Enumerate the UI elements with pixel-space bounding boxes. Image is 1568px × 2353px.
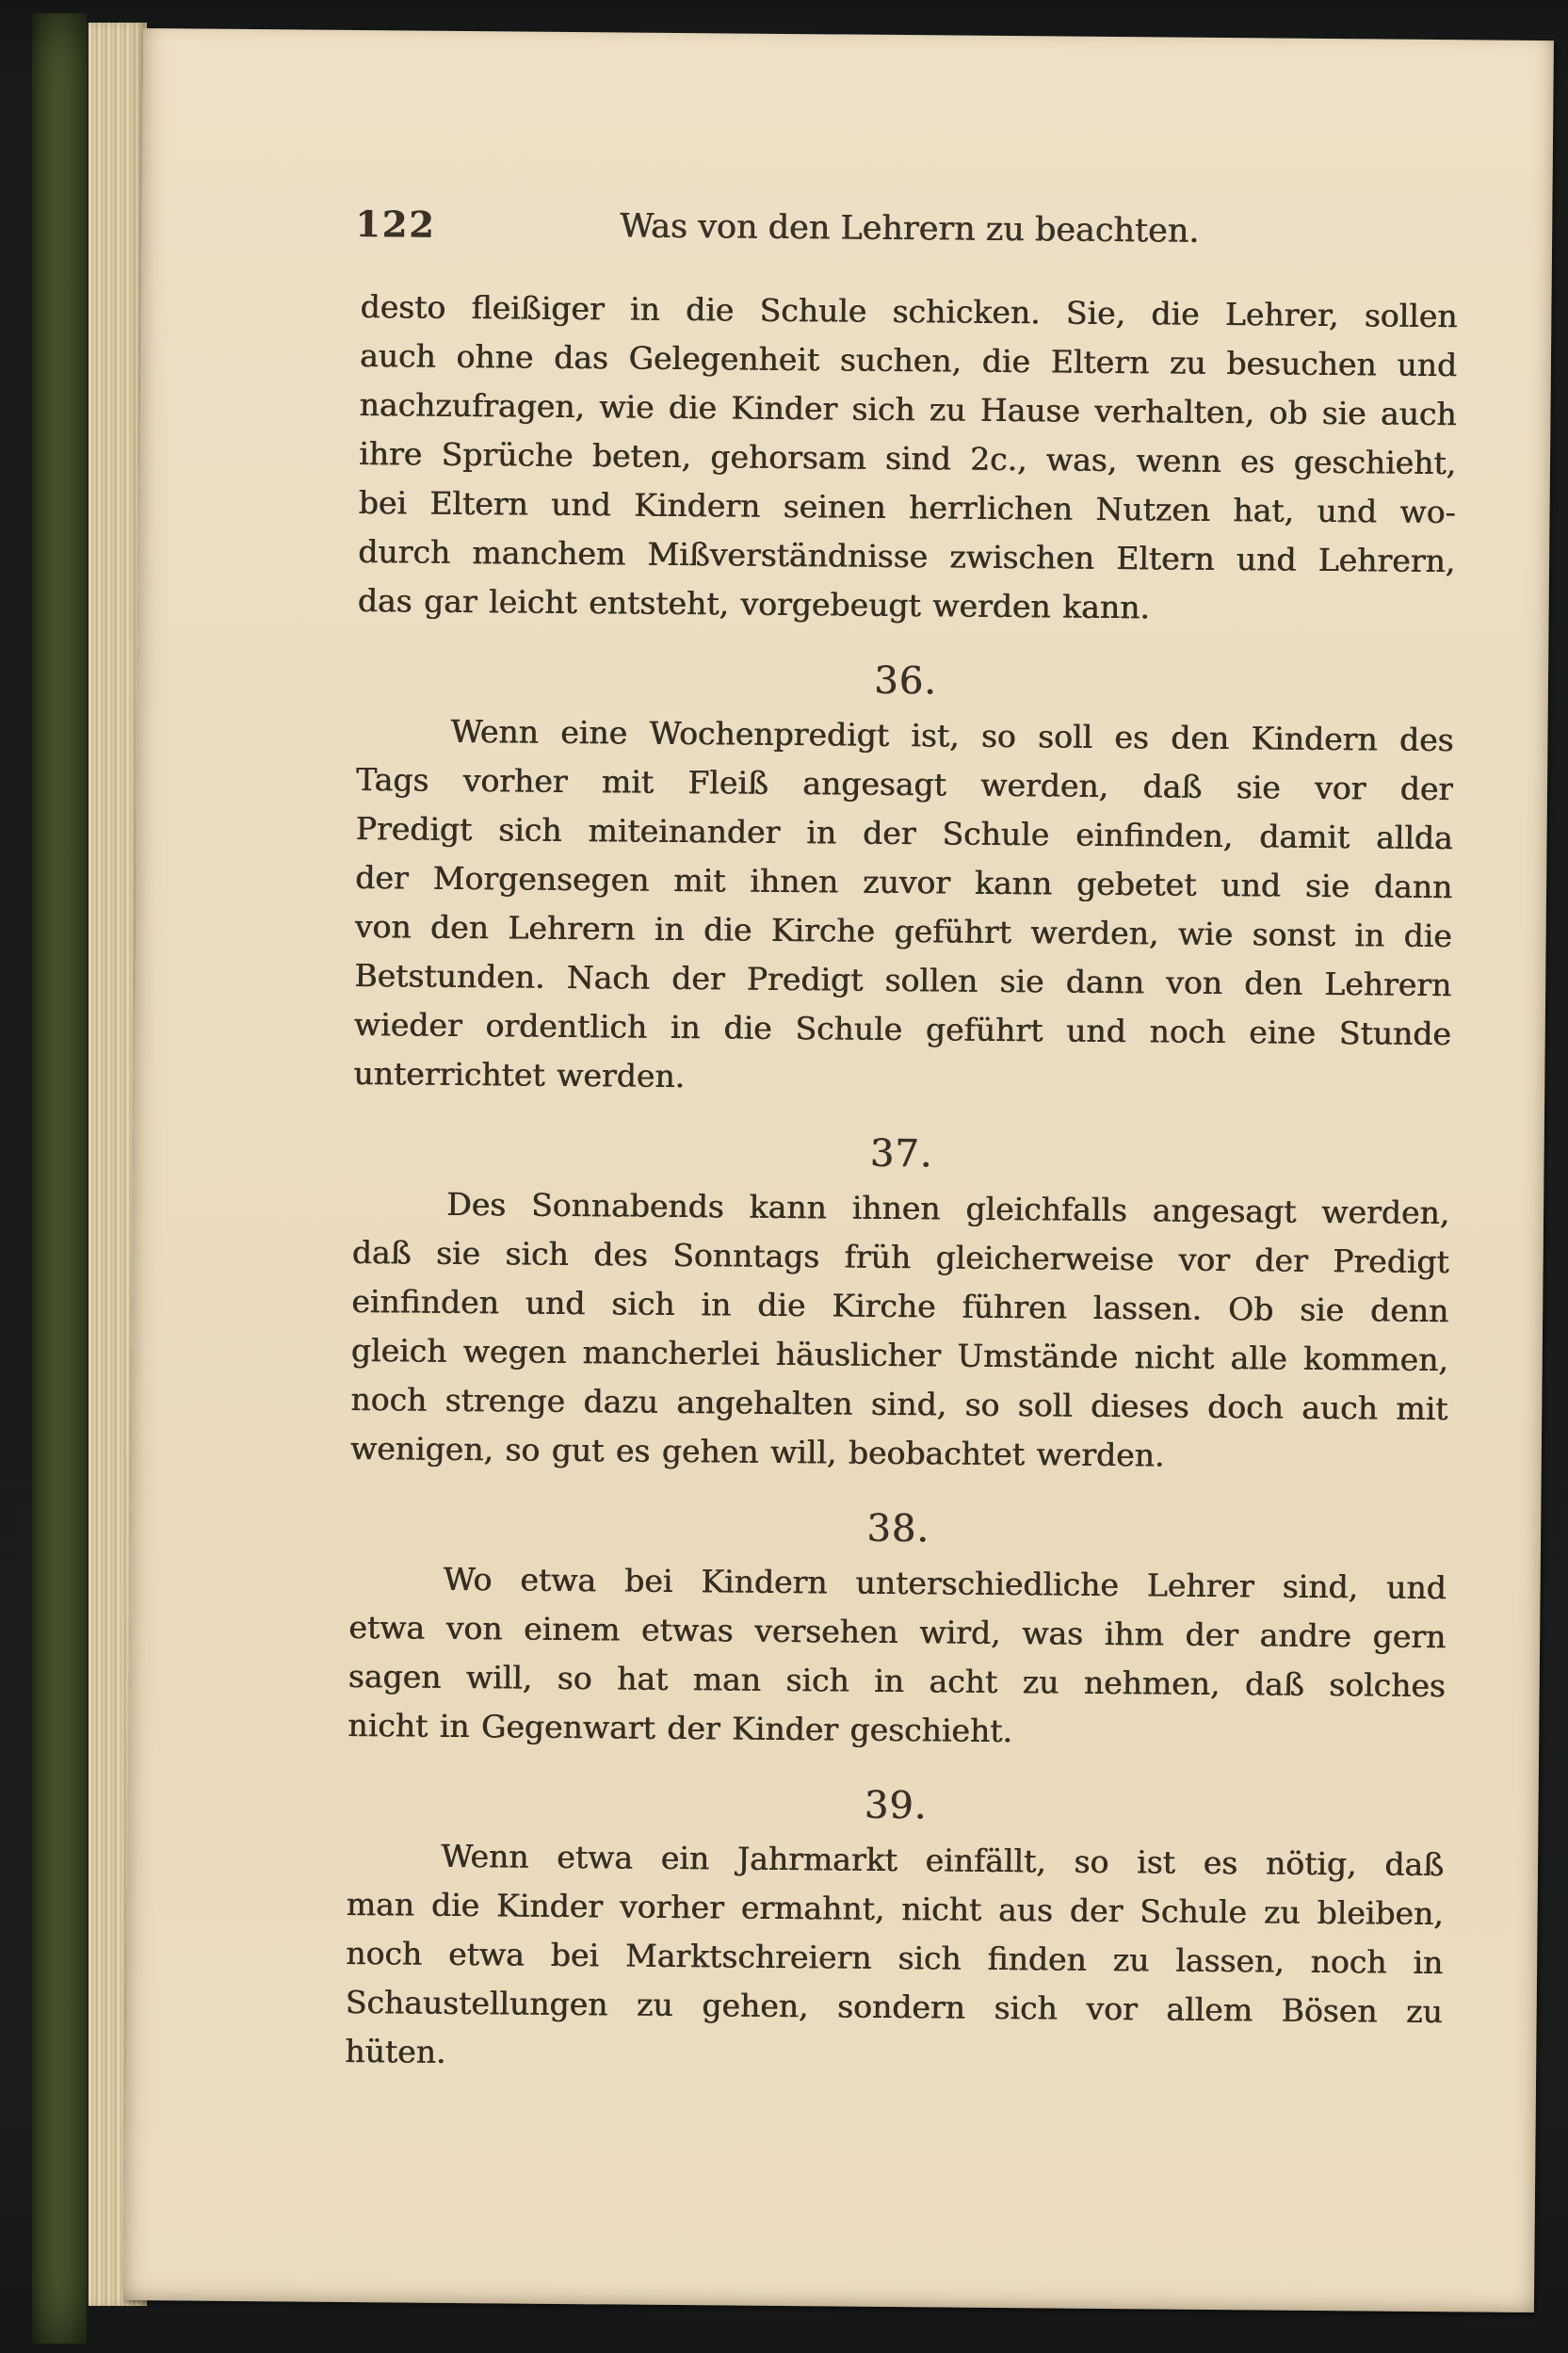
paragraph-39 [345,1831,1444,2085]
text-line: man die Kinder vorher ermahnt, nicht aus der Schule zu bleiben, [346,1885,1444,1933]
text-line: nicht in Gegenwart der Kinder geschieht. [348,1706,1012,1750]
text-line: desto fleißiger in die Schule schicken. Sie, die Lehrer, sollen [360,288,1458,335]
text-line: gleich wegen mancherlei häuslicher Umstände nicht alle kommen, [350,1331,1448,1379]
paragraph-37 [350,1179,1450,1483]
text-line: das gar leicht entsteht, vorgebeugt werden kann. [357,582,1150,626]
page-header [355,200,1458,258]
text-line: unterrichtet werden. [353,1054,686,1095]
book-page [123,28,1554,2312]
text-line: Des Sonnabends kann ihnen gleichfalls angesagt werden, [445,1185,1450,1232]
text-line: daß sie sich des Sonntags früh gleicherweise vor der Predigt [351,1233,1449,1281]
section-heading-36: 36. [873,658,937,704]
text-line: durch manchem Mißverständnisse zwischen Eltern und Lehrern, [357,533,1456,580]
text-line: sagen will, so hat man sich in acht zu nehmen, daß solches [348,1657,1446,1705]
section-heading-38: 38. [866,1506,930,1551]
text-line: hüten. [345,2032,446,2070]
paragraph-36 [353,706,1454,1108]
text-line: Wo etwa bei Kindern unterschiedliche Lehrer sind, und [443,1560,1447,1607]
text-line: von den Lehrern in die Kirche geführt werden, wie sonst in die [354,907,1452,955]
text-line: Schaustellungen zu gehen, sondern sich vor allem Bösen zu [345,1983,1443,2031]
section-heading-39: 39. [864,1783,928,1828]
text-line: wenigen, so gut es gehen will, beobachtet werden. [349,1429,1165,1474]
text-line: Tags vorher mit Fleiß angesagt werden, daß sie vor der [355,761,1454,808]
text-line: bei Eltern und Kindern seinen herrlichen Nutzen hat, und wo- [358,484,1456,531]
text-line: ihre Sprüche beten, gehorsam sind 2c., was, wenn es geschieht, [358,435,1457,482]
paragraph-continuation [357,283,1457,635]
text-line: noch etwa bei Marktschreiern sich finden zu lassen, noch in [346,1934,1444,1982]
text-line: der Morgensegen mit ihnen zuvor kann gebetet und sie dann [354,858,1453,906]
paragraph-38 [348,1554,1447,1760]
text-line: Wenn etwa ein Jahrmarkt einfällt, so ist es nötig, daß [440,1837,1445,1884]
text-line: Wenn eine Wochenpredigt ist, so soll es den Kindern des [450,712,1454,759]
text-line: wieder ordentlich in die Schule geführt und noch eine Stunde [353,1005,1451,1053]
book-cover-edge [32,13,87,2344]
text-line: noch strenge dazu angehalten sind, so soll dieses doch auch mit [350,1380,1448,1428]
text-line: Betstunden. Nach der Predigt sollen sie dann von den Lehrern [354,956,1452,1004]
running-title: Was von den Lehrern zu beachten. [619,207,1200,251]
section-heading-37: 37. [869,1131,933,1176]
text-line: nachzufragen, wie die Kinder sich zu Hause verhalten, ob sie auch [359,386,1457,433]
text-line: Predigt sich miteinander in der Schule einfinden, damit allda [355,810,1453,857]
text-line: einfinden und sich in die Kirche führen lassen. Ob sie denn [351,1282,1449,1330]
text-line: etwa von einem etwas versehen wird, was ihm der andre gern [348,1608,1447,1656]
text-line: auch ohne das Gelegenheit suchen, die Eltern zu besuchen und [359,337,1458,384]
page-number: 122 [355,202,436,246]
